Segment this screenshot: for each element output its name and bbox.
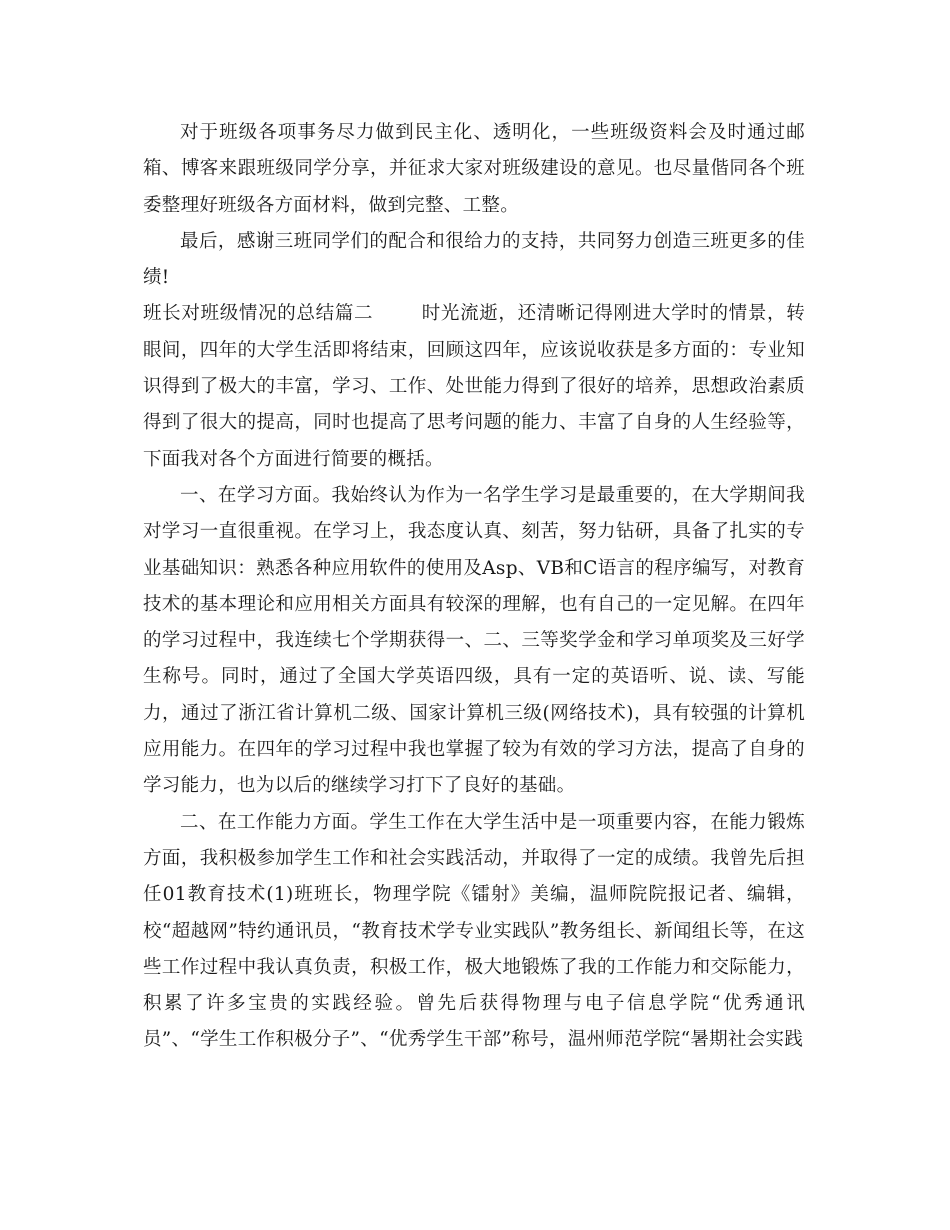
document-body <box>143 115 805 1059</box>
paragraph-thanks: 最后，感谢三班同学们的配合和很给力的支持，共同努力创造三班更多的佳绩! <box>143 230 805 289</box>
paragraph-summary-text: 时光流逝，还清晰记得刚进大学时的情景，转眼间，四年的大学生活即将结束，回顾这四年，应该说收获是多方面的：专业知识得到了极大的丰富，学习、工作、处世能力得到了很好的培养，思想政治素质得到了很大的提高，同时也提高了思考问题的能力、丰富了自身的人生经验等，下面我对各个方面进行简要的概括。 <box>143 303 805 470</box>
paragraph-summary-part-two <box>143 296 805 477</box>
paragraph-work-ability: 二、在工作能力方面。学生工作在大学生活中是一项重要内容，在能力锻炼方面，我积极参加学生工作和社会实践活动，并取得了一定的成绩。我曾先后担任01教育技术(1)班班长，物理学院《镭射》美编，温师院院报记者、编辑，校“超越网”特约通讯员，“教育技术学专业实践队”教务组长、新闻组长等，在这些工作过程中我认真负责，积极工作，极大地锻炼了我的工作能力和交际能力，积累了许多宝贵的实践经验。曾先后获得物理与电子信息学院“优秀通讯员”、“学生工作积极分子”、“优秀学生干部”称号，温州师范学院“暑期社会实践 <box>143 811 805 1051</box>
paragraph-study: 一、在学习方面。我始终认为作为一名学生学习是最重要的，在大学期间我对学习一直很重视。在学习上，我态度认真、刻苦，努力钻研，具备了扎实的专业基础知识：熟悉各种应用软件的使用及Asp、VB和C语言的程序编写，对教育技术的基本理论和应用相关方面具有较深的理解，也有自己的一定见解。在四年的学习过程中，我连续七个学期获得一、二、三等奖学金和学习单项奖及三好学生称号。同时，通过了全国大学英语四级，具有一定的英语听、说、读、写能力，通过了浙江省计算机二级、国家计算机三级(网络技术)，具有较强的计算机应用能力。在四年的学习过程中我也掌握了较为有效的学习方法，提高了自身的学习能力，也为以后的继续学习打下了良好的基础。 <box>143 484 805 797</box>
section-heading: 班长对班级情况的总结篇二 <box>143 303 374 325</box>
paragraph-class-affairs: 对于班级各项事务尽力做到民主化、透明化，一些班级资料会及时通过邮箱、博客来跟班级同学分享，并征求大家对班级建设的意见。也尽量偕同各个班委整理好班级各方面材料，做到完整、工整。 <box>143 122 805 216</box>
